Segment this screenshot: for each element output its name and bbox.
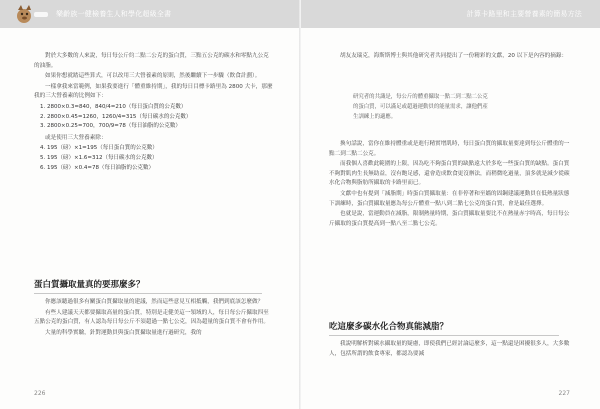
- right-page-number: 227: [558, 390, 570, 397]
- right-paragraph: 也就是說，當運動員在減脂，限制熱量時期，蛋白質攝取量要比不在熱量赤字時高，每日每公斤攝取的蛋白質提高到一點八至二點七公克。: [329, 211, 570, 227]
- quote-line: 研究者的共識是，每公斤的體重攝取一點二到二點二公克: [353, 94, 488, 100]
- calc-line: 6. 195（磅）×0.4=78（每日油脂的公克數）: [40, 164, 154, 171]
- left-paragraph: 如果你想就踏這些算式，可以改用三大營養素的原則，然後繼續下一步驟（飲食計劃）。: [45, 73, 261, 80]
- left-paragraph: 大量的科學實驗，針對運動員與蛋白質攝取量進行過研究，我的: [45, 329, 202, 336]
- right-page: [301, 0, 600, 409]
- calc-line: 1. 2800×0.3=840，840/4=210（每日蛋白質的公克數）: [40, 103, 187, 110]
- right-paragraph: 我說明解析對碳水攝取量的疑慮，即使我們已經討論這麼多，這一點還是困擾很多人，大多數人，包括所謂的飲食專家，都認為要減: [329, 341, 570, 357]
- calc-line: 3. 2800×0.25=700，700/9=78（每日油脂的公克數）: [40, 123, 181, 130]
- left-paragraph: 對於大多數的人來說，每日每公斤約二點二公克的蛋白質，三點五公克的碳水和零點九公克的油脂。: [34, 53, 269, 69]
- calc-line: 4. 195（磅）×1=195（每日蛋白質的公克數）: [40, 145, 158, 152]
- left-section-title: 蛋白質攝取量真的要那麼多？: [34, 278, 262, 294]
- publisher-mascot-icon: [14, 2, 52, 26]
- right-bottom-text-block: [329, 340, 573, 360]
- left-page: [0, 0, 299, 409]
- right-paragraph: 胡友友瑞克，海斯斯博士與其他研究者共同提出了一份精彩的文獻，20 以下是內容的摘錄：: [340, 53, 568, 59]
- calc-line: 5. 195（磅）×1.6=312（每日碳水的公克數）: [40, 154, 158, 161]
- right-intro-block: [329, 52, 573, 63]
- left-paragraph: 有些人建議天天都要攝取高量的蛋白質，特別是走健美這一領域的人，每日每公斤攝取四至五點公克的蛋白質，有人認為每日每公斤不須超過一點七公克，因為超量的蛋白質不會有作用。: [34, 309, 269, 326]
- left-running-header: 樂齡族一健檢養生人和學化超級全書: [56, 10, 172, 18]
- left-bottom-text-block: [34, 298, 274, 339]
- left-paragraph: 一樣拿我來當範例，如果我要進行「體重維持期」，我的每日目標卡路里為 2800 大卡，那麼我的三大營養素的比例如下：: [34, 83, 273, 100]
- right-mid-text-block: [329, 140, 573, 230]
- quote-line: 的蛋白質，可以滿足或超過運動員的能量需求，讓他們產: [353, 104, 488, 110]
- left-paragraph: 你應該聽過很多有關蛋白質攝取量的建議，然而這些意見互相抵觸，我們到底該怎麼做？: [45, 299, 264, 305]
- right-section-title: 吃這麼多碳水化合物真能減脂？: [329, 320, 559, 336]
- right-header-band: [301, 0, 600, 28]
- left-page-number: 226: [34, 390, 46, 397]
- research-quote: [353, 92, 563, 122]
- left-top-text-block: [34, 52, 274, 173]
- right-paragraph: 而我個人喜歡此範圍的上限，因為吃不夠蛋白質的缺點遠大於多吃一些蛋白質的缺點。蛋白質不夠對肌肉生長無助益，沒有飽足感，還會造成飲食更沒辦法，而稍微吃過量，頂多就是減少從碳水化合物與脂肪所攝取的卡路里而已。: [329, 161, 570, 187]
- calc-line: 2. 2800×0.45=1260，1260/4=315（每日碳水的公克數）: [40, 113, 192, 120]
- alt-method-intro: 或是使用三大營養素除：: [45, 134, 107, 141]
- right-paragraph: 文獻中也有提到「減脂期」時蛋白質攝取量：在非停著和至嬙的固鋼建議運動員在低熱量狀態下訓練時，蛋白質攝取量應為每公斤體重一點八到二點七公克的蛋白質，會是最佳選擇。: [329, 190, 570, 207]
- right-paragraph: 換句話說，當你在維持體重或是進行精實增肌時，每日蛋白質的攝取量要達到每公斤體重的一點二到二點二公克。: [329, 141, 570, 157]
- quote-line: 生訓練上的適應。: [353, 114, 397, 120]
- right-running-header: 計算卡路里和主要營養素的簡易方法: [466, 10, 582, 18]
- left-header-band: [0, 0, 299, 28]
